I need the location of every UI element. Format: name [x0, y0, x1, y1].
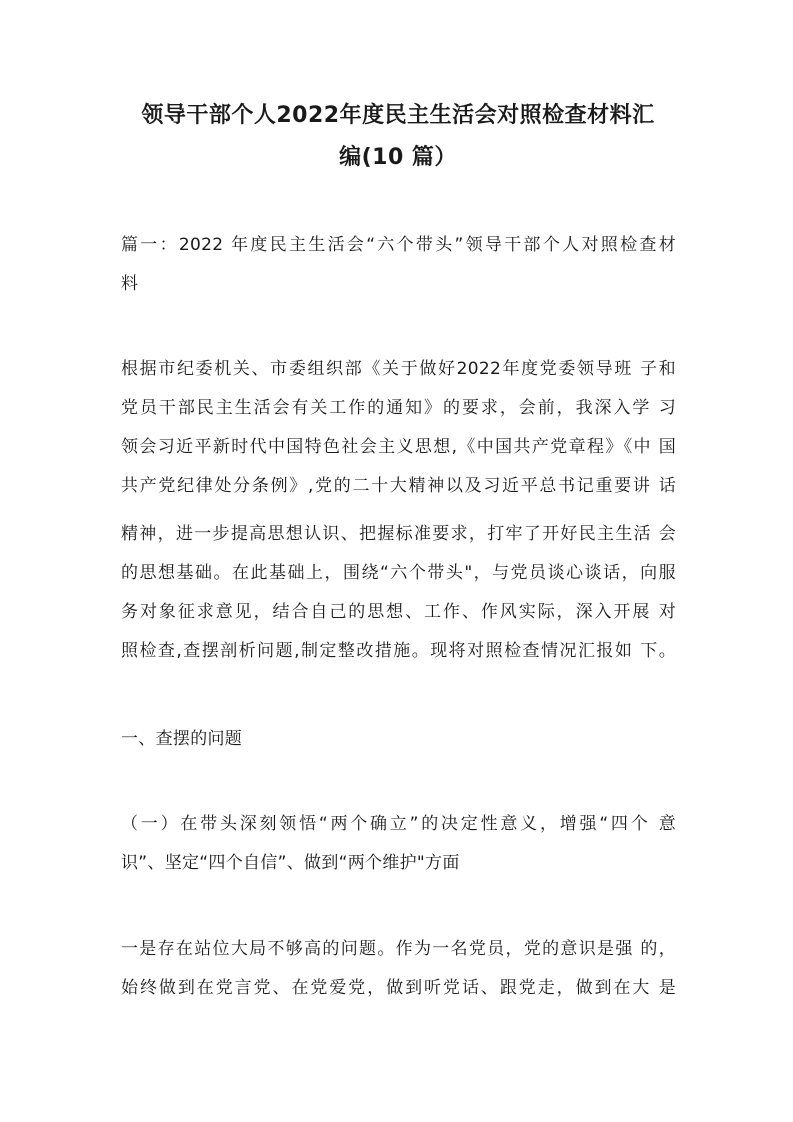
document-title-line-2: 编(10 篇）: [339, 145, 457, 170]
document-title-line-1: 领导干部个人2022年度民主生活会对照检查材料汇: [141, 103, 655, 128]
subsection-heading-line-1: （一）在带头深刻领悟“两个确立”的决定性意义，增强“四个 意: [121, 814, 676, 834]
intro-paragraph-line-3: 领会习近平新时代中国特色社会主义思想,《中国共产党章程》《中 国: [121, 437, 676, 457]
chapter-heading-line-1: 篇一：2022 年度民主生活会“六个带头”领导干部个人对照检查材: [121, 235, 676, 255]
subsection-heading-line-2: 识”、坚定“四个自信”、做到“两个维护"方面: [121, 853, 460, 873]
intro-paragraph-line-6: 的思想基础。在此基础上，围绕“六个带头"，与党员谈心谈话，向服: [121, 563, 676, 583]
intro-paragraph-line-4: 共产党纪律处分条例》,党的二十大精神以及习近平总书记重要讲 话: [121, 476, 676, 496]
intro-paragraph-line-7: 务对象征求意见，结合自己的思想、工作、作风实际，深入开展 对: [121, 602, 676, 622]
body-paragraph-line-1: 一是存在站位大局不够高的问题。作为一名党员，党的意识是强 的，: [121, 939, 676, 959]
chapter-heading-line-2: 料: [121, 274, 139, 294]
intro-paragraph-line-8: 照检查,查摆剖析问题,制定整改措施。现将对照检查情况汇报如 下。: [121, 641, 676, 661]
intro-paragraph-line-5: 精神，进一步提高思想认识、把握标准要求，打牢了开好民主生活 会: [121, 524, 676, 544]
body-paragraph-line-2: 始终做到在党言党、在党爱党，做到听党话、跟党走，做到在大 是: [121, 978, 676, 998]
intro-paragraph-line-1: 根据市纪委机关、市委组织部《关于做好2022年度党委领导班 子和: [121, 359, 676, 379]
intro-paragraph-line-2: 党员干部民主生活会有关工作的通知》的要求，会前，我深入学 习: [121, 398, 676, 418]
section-heading: 一、查摆的问题: [121, 729, 243, 749]
